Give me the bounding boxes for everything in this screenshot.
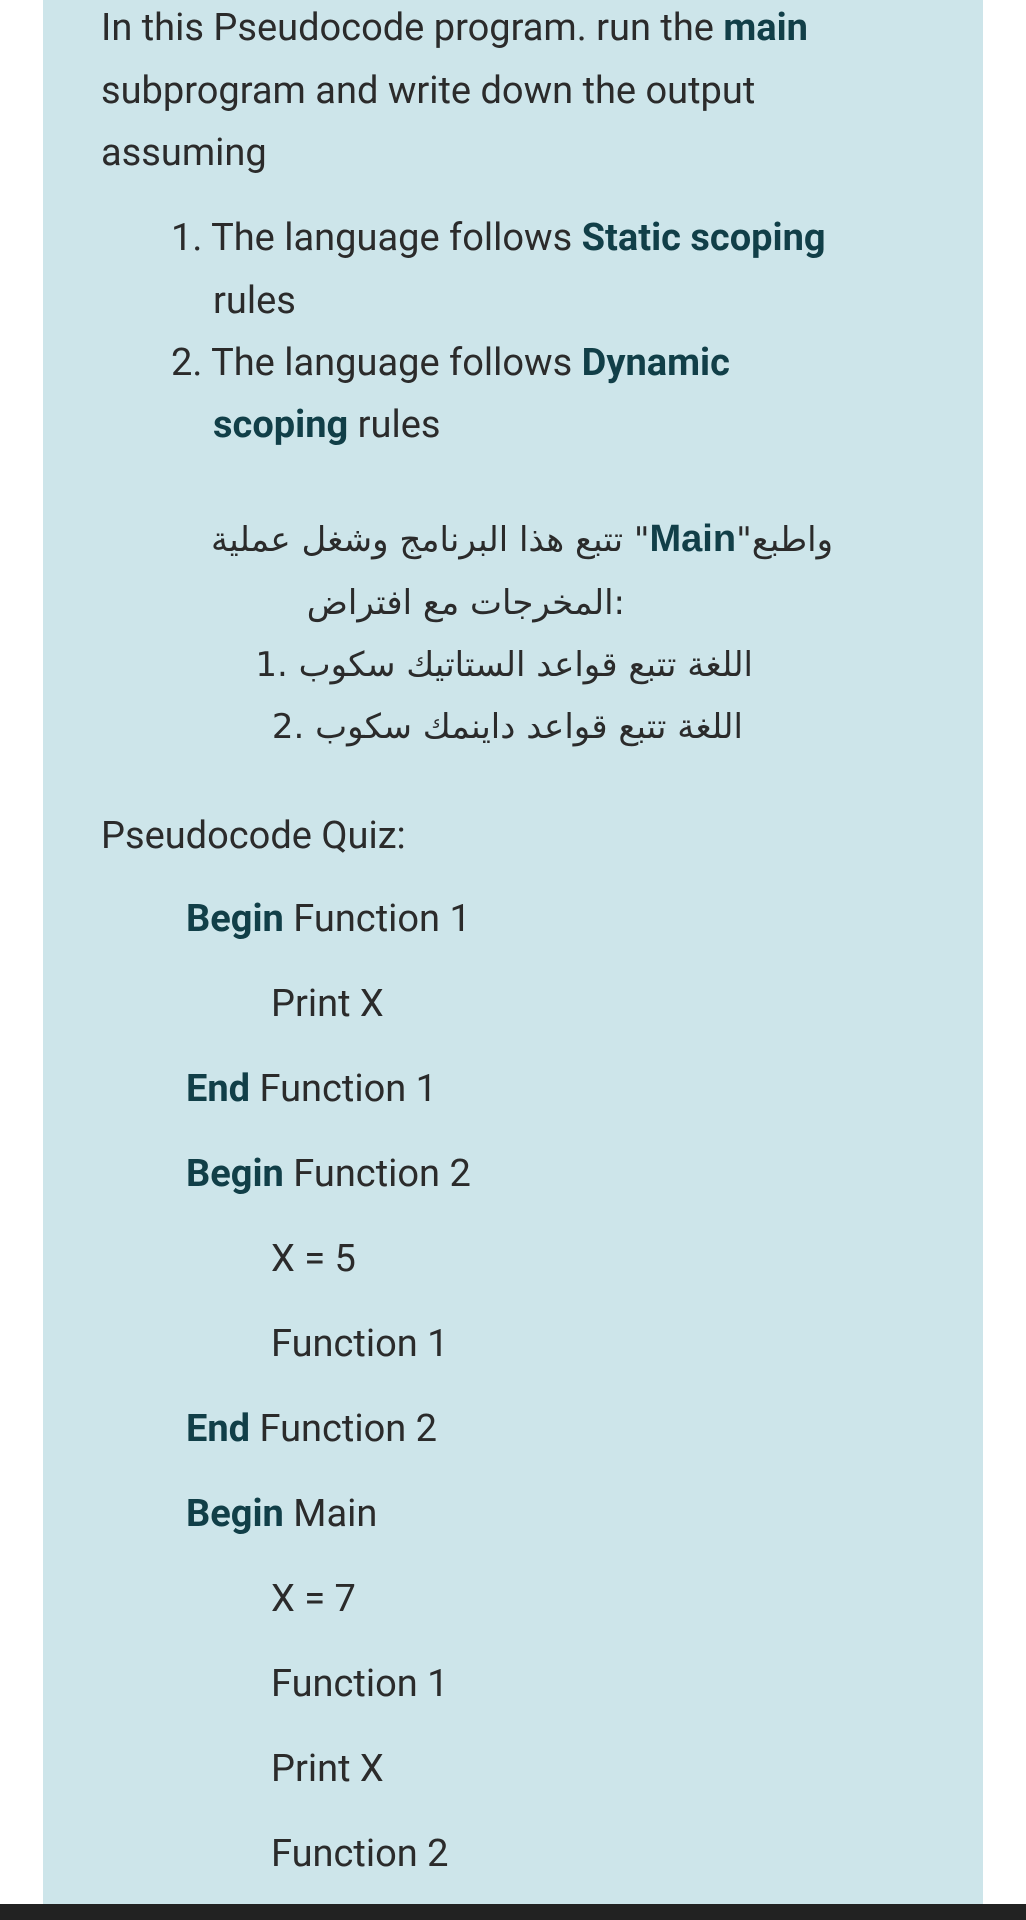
code-keyword: Begin [186, 897, 284, 941]
code-text: X = 5 [271, 1237, 356, 1281]
code-keyword: Begin [186, 1152, 284, 1196]
code-line [271, 1744, 384, 1794]
intro-line-2 [101, 60, 755, 122]
list-bold: scoping [213, 403, 349, 447]
code-text: Function 1 [271, 1662, 449, 1706]
arabic-line-2 [307, 572, 625, 634]
intro-text: subprogram and write down the output [101, 69, 756, 113]
list-text: The language follows [211, 341, 582, 385]
code-text: Print X [271, 982, 384, 1026]
code-keyword: End [186, 1407, 251, 1451]
list-bold: Dynamic [581, 341, 730, 385]
list-text: rules [213, 279, 296, 323]
intro-text: assuming [101, 131, 267, 175]
code-line [186, 1404, 437, 1454]
list-text: The language follows [211, 216, 582, 260]
list-item-1 [171, 207, 826, 269]
code-line [271, 1574, 356, 1624]
code-text: Function 1 [271, 1322, 449, 1366]
intro-main-bold: main [723, 6, 808, 50]
code-line [271, 1829, 449, 1879]
arabic-text: اللغة تتبع قواعد داينمك سكوب .2 [271, 707, 743, 747]
code-line [186, 1489, 377, 1539]
list-item-2 [171, 332, 730, 394]
code-text: Function 2 [250, 1407, 438, 1451]
arabic-text: اللغة تتبع قواعد الستاتيك سكوب .1 [255, 645, 753, 685]
intro-line-3 [101, 122, 267, 184]
list-text: rules [348, 403, 441, 447]
code-line [186, 894, 471, 944]
intro-text: In this Pseudocode program. run the [101, 6, 724, 50]
code-text: Print X [271, 1747, 384, 1791]
code-line [271, 1319, 449, 1369]
code-line [271, 1234, 356, 1284]
list-number: 2. [171, 341, 203, 385]
arabic-item-1 [255, 634, 753, 696]
arabic-main-bold: Main [649, 518, 737, 560]
list-number: 1. [171, 216, 203, 260]
quiz-label-text: Pseudocode Quiz: [101, 814, 406, 858]
list-item-1-cont [213, 270, 296, 332]
arabic-line-1 [211, 508, 833, 571]
code-line [271, 1659, 449, 1709]
list-item-2-cont [213, 394, 440, 456]
code-line [271, 979, 384, 1029]
quiz-label [101, 805, 406, 867]
arabic-item-2 [272, 696, 743, 758]
code-keyword: End [186, 1067, 251, 1111]
bottom-navigation-bar [0, 1904, 1026, 1920]
code-line [186, 1064, 437, 1114]
code-text: Function 1 [283, 897, 471, 941]
arabic-text: واطبع" [736, 520, 833, 560]
content-panel [43, 0, 983, 1904]
intro-line-1 [101, 0, 808, 59]
code-text: Function 2 [283, 1152, 471, 1196]
code-text: Function 1 [250, 1067, 438, 1111]
code-keyword: Begin [186, 1492, 284, 1536]
arabic-text: " تتبع هذا البرنامج وشغل عملية [210, 520, 650, 560]
code-text: X = 7 [271, 1577, 356, 1621]
arabic-text: :المخرجات مع افتراض [306, 583, 625, 623]
list-bold: Static scoping [581, 216, 826, 260]
code-line [186, 1149, 471, 1199]
code-text: Main [283, 1492, 378, 1536]
code-text: Function 2 [271, 1832, 449, 1876]
